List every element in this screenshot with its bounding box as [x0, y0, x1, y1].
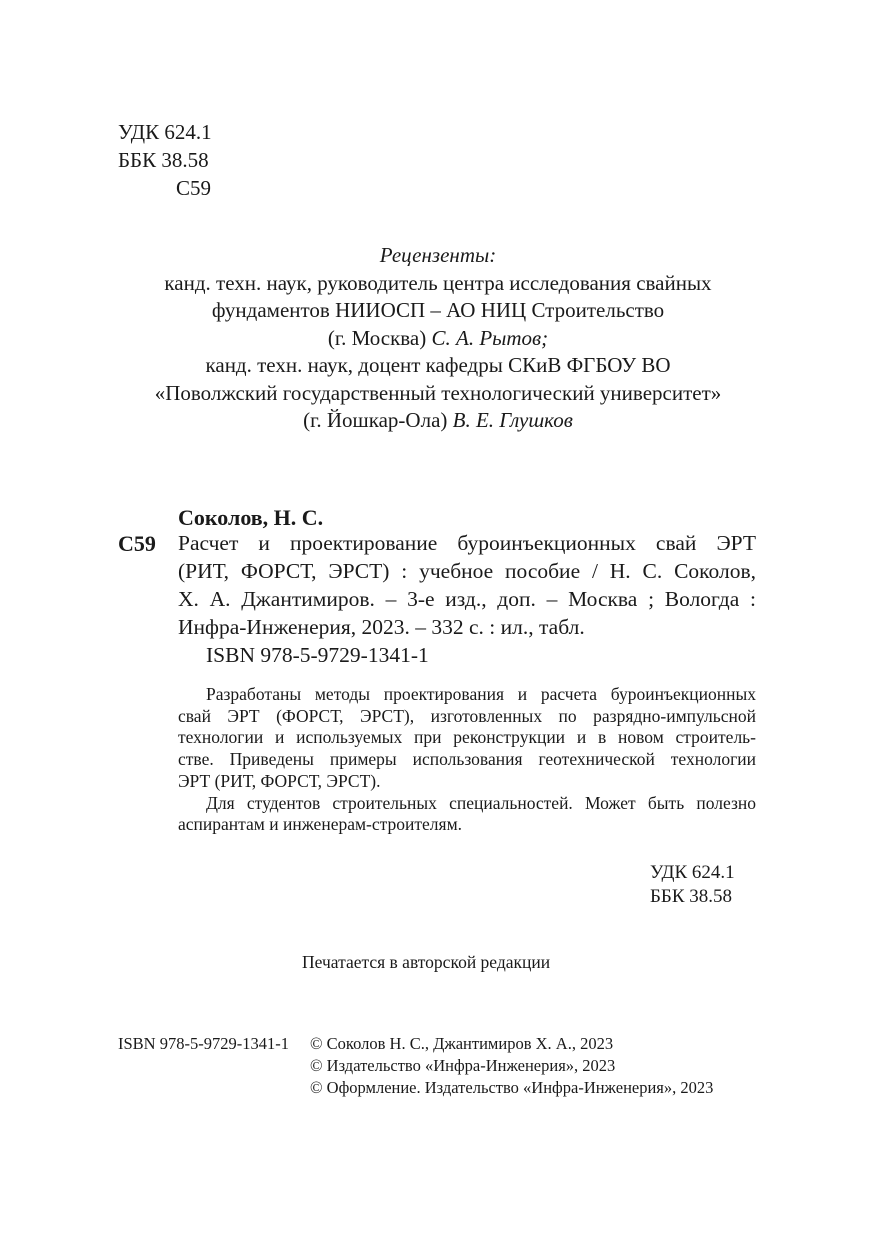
record-line: Х. А. Джантимиров. – 3-е изд., доп. – Москва ; Вологда :	[178, 587, 756, 611]
copyright-line: © Соколов Н. С., Джантимиров Х. А., 2023	[310, 1034, 614, 1053]
bbk-code: ББК 38.58	[118, 148, 209, 172]
abstract	[178, 684, 756, 836]
record-line: Расчет и проектирование буроинъекционных свай ЭРТ	[178, 531, 756, 555]
reviewer-1-line-3	[100, 325, 776, 353]
classification-block	[118, 118, 212, 202]
copyright-block	[118, 1033, 714, 1097]
abstract-line: Для студентов строительных специальностей. Может быть полезно	[206, 792, 756, 813]
reviewer-2-name: В. Е. Глушков	[452, 408, 573, 432]
reviewer-2-line-2: «Поволжский государственный технологический университет»	[154, 380, 722, 405]
bbk-code-bottom: ББК 38.58	[650, 886, 732, 907]
reviewer-1-city: (г. Москва)	[327, 325, 432, 350]
reviewer-1-line-2: фундаментов НИИОСП – АО НИЦ Строительство	[211, 298, 665, 322]
reviewer-2-line-1: канд. техн. наук, доцент кафедры СКиВ ФГБОУ ВО	[205, 353, 671, 377]
reviewer-2-line-3	[100, 407, 776, 435]
classification-bottom	[650, 861, 735, 909]
udk-code: УДК 624.1	[118, 120, 212, 144]
author-sign: С59	[176, 176, 212, 200]
record-code: С59	[118, 531, 156, 556]
reviewer-1-name: С. А. Рытов;	[431, 325, 549, 350]
abstract-line: технологии и используемых при реконструкции и в новом строитель-	[178, 727, 756, 748]
abstract-line: ЭРТ (РИТ, ФОРСТ, ЭРСТ).	[178, 770, 381, 791]
udk-code-bottom: УДК 624.1	[650, 862, 735, 883]
copyright-isbn: ISBN 978-5-9729-1341-1	[118, 1034, 289, 1053]
copyright-line: © Издательство «Инфра-Инженерия», 2023	[310, 1056, 616, 1075]
record-line: Инфра-Инженерия, 2023. – 332 с. : ил., табл.	[178, 615, 585, 639]
reviewer-1-line-1: канд. техн. наук, руководитель центра исследования свайных	[164, 270, 712, 295]
reviewers-heading: Рецензенты:	[379, 243, 497, 267]
abstract-line: стве. Приведены примеры использования геотехнической технологии	[178, 749, 756, 770]
abstract-line: Разработаны методы проектирования и расчета буроинъекционных	[206, 684, 756, 704]
copyright-line: © Оформление. Издательство «Инфра-Инженерия», 2023	[310, 1078, 714, 1097]
record-author: Соколов, Н. С.	[178, 505, 324, 530]
record-isbn: ISBN 978-5-9729-1341-1	[206, 643, 429, 667]
copyright-lines	[310, 1033, 713, 1099]
record-line: (РИТ, ФОРСТ, ЭРСТ) : учебное пособие / Н. С. Соколов,	[178, 559, 756, 583]
reviewer-2-city: (г. Йошкар-Ола)	[303, 408, 453, 432]
reviewers-block	[100, 242, 776, 435]
bibliographic-record	[178, 529, 756, 669]
edition-notice: Печатается в авторской редакции	[302, 952, 551, 972]
abstract-line: свай ЭРТ (ФОРСТ, ЭРСТ), изготовленных по разрядно-импульсной	[178, 705, 756, 726]
abstract-line: аспирантам и инженерам-строителям.	[178, 814, 463, 835]
